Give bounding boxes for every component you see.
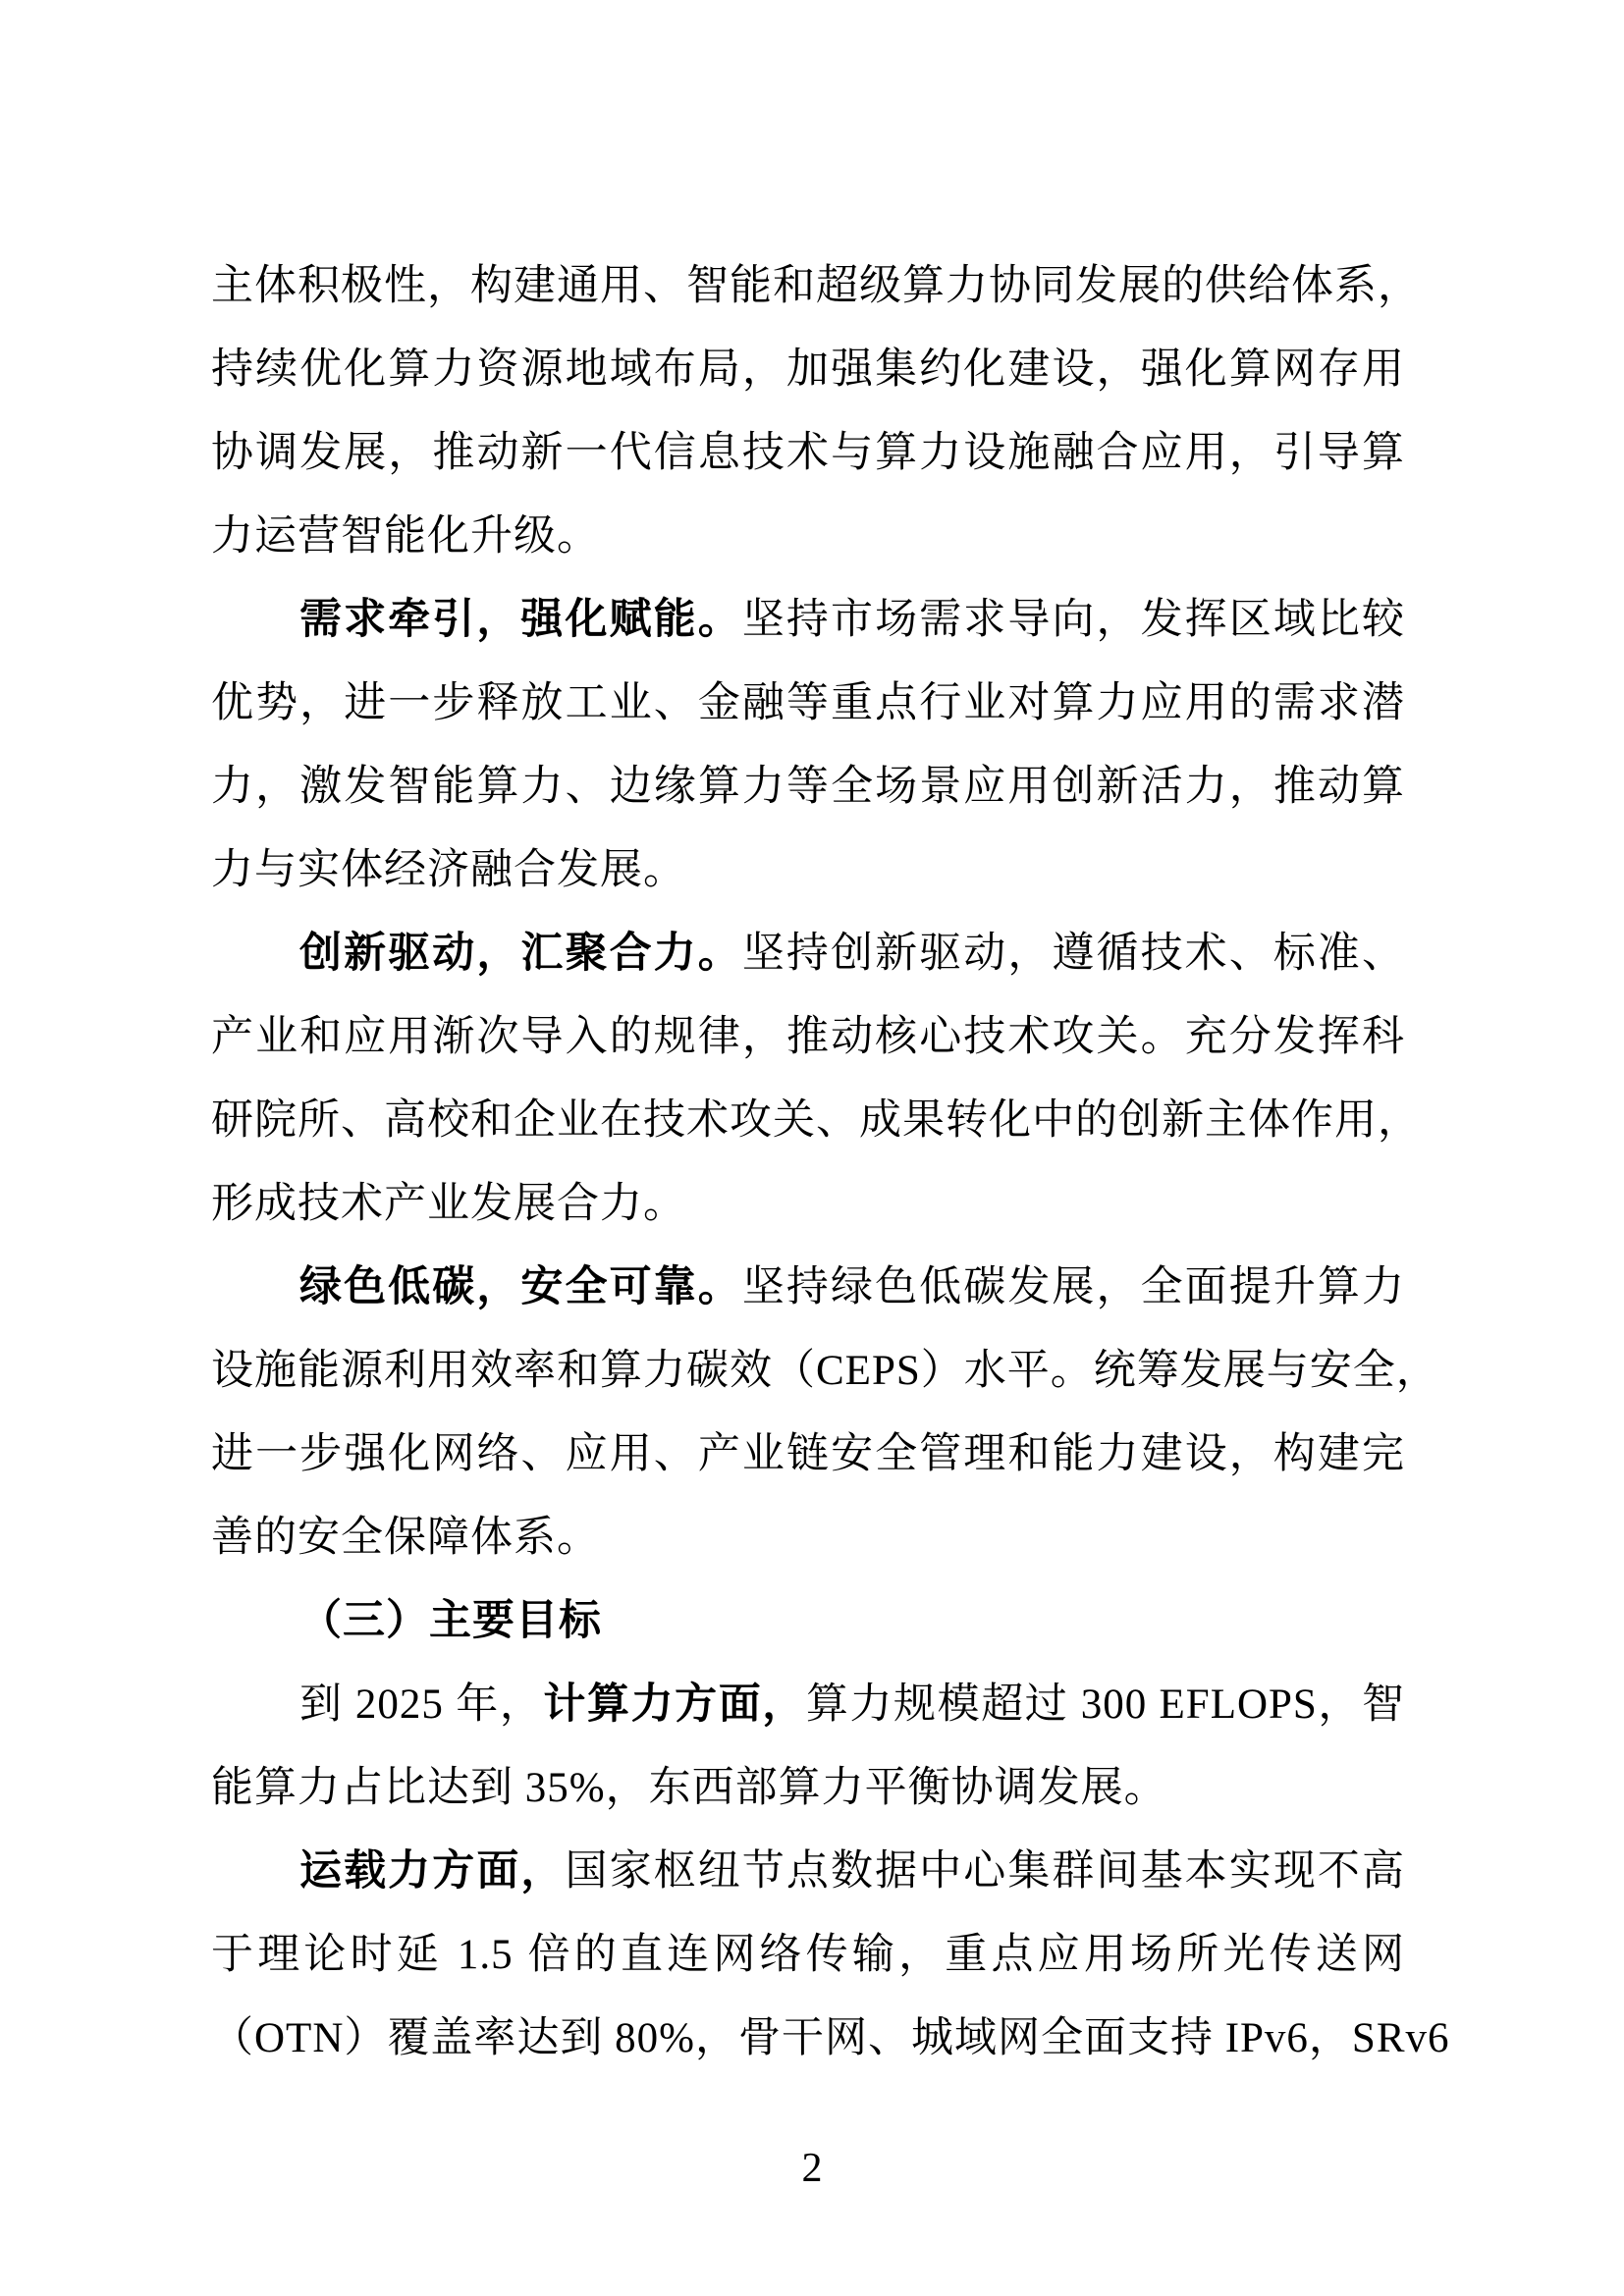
- text-line: [211, 1663, 1405, 1746]
- text-line: [211, 1579, 1405, 1663]
- body-text: 设施能源利用效率和算力碳效（CEPS）水平。统筹发展与安全，: [211, 1348, 1439, 1394]
- text-line: [211, 912, 1405, 995]
- text-line: [211, 1079, 1421, 1162]
- body-text: （OTN）覆盖率达到 80%，骨干网、城域网全面支持 IPv6，SRv6: [211, 2015, 1450, 2061]
- text-line: [211, 328, 1405, 411]
- text-line: [211, 1162, 1405, 1246]
- text-line: [211, 1830, 1405, 1913]
- body-text: 坚持绿色低碳发展，全面提升算力: [741, 1264, 1406, 1310]
- text-line: [211, 1746, 1405, 1830]
- text-line: [211, 411, 1405, 495]
- text-line: [211, 1997, 1450, 2080]
- body-text: 坚持创新驱动，遵循技术、标准、: [741, 931, 1406, 977]
- body-text: 主体积极性，构建通用、智能和超级算力协同发展的供给体系，: [211, 263, 1421, 309]
- emphasis-text: 运载力方面，: [299, 1848, 566, 1895]
- text-line: [211, 745, 1405, 828]
- text-line: [211, 995, 1405, 1079]
- body-text: 研院所、高校和企业在技术攻关、成果转化中的创新主体作用，: [211, 1097, 1421, 1144]
- text-line: [211, 828, 1405, 912]
- body-text: 协调发展，推动新一代信息技术与算力设施融合应用，引导算: [211, 430, 1405, 476]
- emphasis-text: （三）主要目标: [299, 1598, 602, 1644]
- body-text: 力，激发智能算力、边缘算力等全场景应用创新活力，推动算: [211, 764, 1405, 810]
- text-line: [211, 495, 1405, 578]
- text-line: [211, 1496, 1405, 1579]
- body-text: 能算力占比达到 35%，东西部算力平衡协调发展。: [211, 1765, 1167, 1811]
- body-text: 善的安全保障体系。: [211, 1515, 600, 1561]
- emphasis-text: 计算力方面，: [543, 1682, 806, 1728]
- emphasis-text: 需求牵引，强化赋能。: [299, 597, 742, 643]
- body-text: 国家枢纽节点数据中心集群间基本实现不高: [565, 1848, 1405, 1895]
- text-line: [211, 1246, 1405, 1329]
- emphasis-text: 绿色低碳，安全可靠。: [299, 1264, 742, 1310]
- body-text: 坚持市场需求导向，发挥区域比较: [741, 597, 1406, 643]
- body-text: 进一步强化网络、应用、产业链安全管理和能力建设，构建完: [211, 1431, 1405, 1477]
- body-text: 形成技术产业发展合力。: [211, 1181, 686, 1227]
- body-text: 产业和应用渐次导入的规律，推动核心技术攻关。充分发挥科: [211, 1014, 1405, 1060]
- text-line: [211, 662, 1405, 745]
- body-text: 于理论时延 1.5 倍的直连网络传输，重点应用场所光传送网: [211, 1932, 1405, 1978]
- body-text: 到 2025 年，: [299, 1682, 544, 1728]
- body-text: 力运营智能化升级。: [211, 513, 600, 560]
- text-line: [211, 244, 1421, 328]
- body-text: 优势，进一步释放工业、金融等重点行业对算力应用的需求潜: [211, 680, 1405, 726]
- body-text: 持续优化算力资源地域布局，加强集约化建设，强化算网存用: [211, 347, 1405, 393]
- body-text: 力与实体经济融合发展。: [211, 847, 686, 893]
- body-text: 算力规模超过 300 EFLOPS，智: [805, 1682, 1406, 1728]
- document-body: [211, 244, 1450, 2080]
- text-line: [211, 578, 1405, 662]
- text-line: [211, 1329, 1439, 1413]
- text-line: [211, 1913, 1405, 1997]
- emphasis-text: 创新驱动，汇聚合力。: [299, 931, 742, 977]
- text-line: [211, 1413, 1405, 1496]
- page-number: 2: [801, 2146, 823, 2191]
